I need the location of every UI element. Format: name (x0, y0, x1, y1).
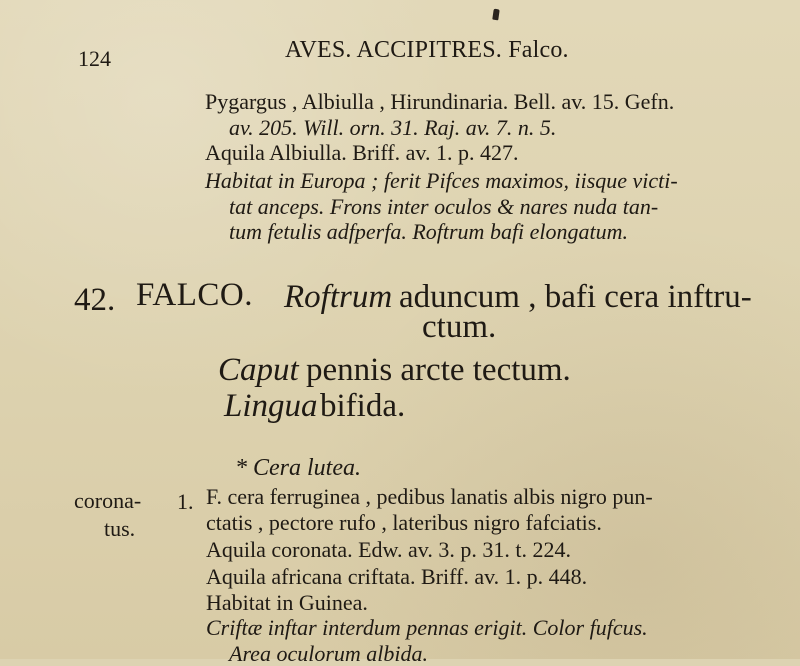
species-number: 1. (177, 489, 194, 514)
genus-lingua-label: Lingua (224, 388, 318, 424)
page-number: 124 (78, 46, 111, 71)
entry-top-line-1: Pygargus , Albiulla , Hirundinaria. Bell. av. 15. Gefn. (205, 89, 675, 114)
genus-number: 42. (74, 282, 116, 318)
species-line-2: ctatis , pectore rufo , lateribus nigro fafciatis. (206, 510, 602, 535)
entry-top-line-2: av. 205. Will. orn. 31. Raj. av. 7. n. 5. (229, 115, 557, 140)
genus-caput-text: pennis arcte tectum. (306, 352, 571, 388)
species-line-4: Aquila africana criftata. Briff. av. 1. p. 448. (206, 564, 588, 589)
entry-top-line-6: tum fetulis adfperfa. Roftrum bafi elongatum. (229, 219, 629, 244)
species-line-7: Area oculorum albida. (229, 641, 428, 666)
genus-name: FALCO. (136, 277, 253, 313)
entry-top-line-3: Aquila Albiulla. Briff. av. 1. p. 427. (205, 140, 519, 165)
entry-top-line-4: Habitat in Europa ; ferit Pifces maximos, iisque victi- (205, 168, 678, 193)
page-header-title: AVES. ACCIPITRES. Falco. (285, 37, 569, 63)
margin-label-line-1: corona- (74, 488, 142, 513)
genus-definition-line-2: ctum. (422, 309, 497, 345)
genus-lingua-text: bifida. (320, 388, 406, 424)
species-line-3: Aquila coronata. Edw. av. 3. p. 31. t. 224. (206, 537, 571, 562)
species-line-1: F. cera ferruginea , pedibus lanatis albis nigro pun- (206, 484, 653, 509)
note-line: * Cera lutea. (235, 455, 361, 481)
species-line-5: Habitat in Guinea. (206, 590, 368, 615)
genus-caput-label: Caput (218, 352, 299, 388)
entry-top-line-5: tat anceps. Frons inter oculos & nares nuda tan- (229, 194, 659, 219)
genus-definition-lead: Roftrum (284, 279, 393, 315)
species-line-6: Criftæ inftar interdum pennas erigit. Color fufcus. (206, 615, 648, 640)
genus-definition-line-1: aduncum , bafi cera inftru- (399, 279, 752, 315)
margin-label-line-2: tus. (104, 516, 136, 541)
ink-mark-icon (492, 9, 499, 21)
